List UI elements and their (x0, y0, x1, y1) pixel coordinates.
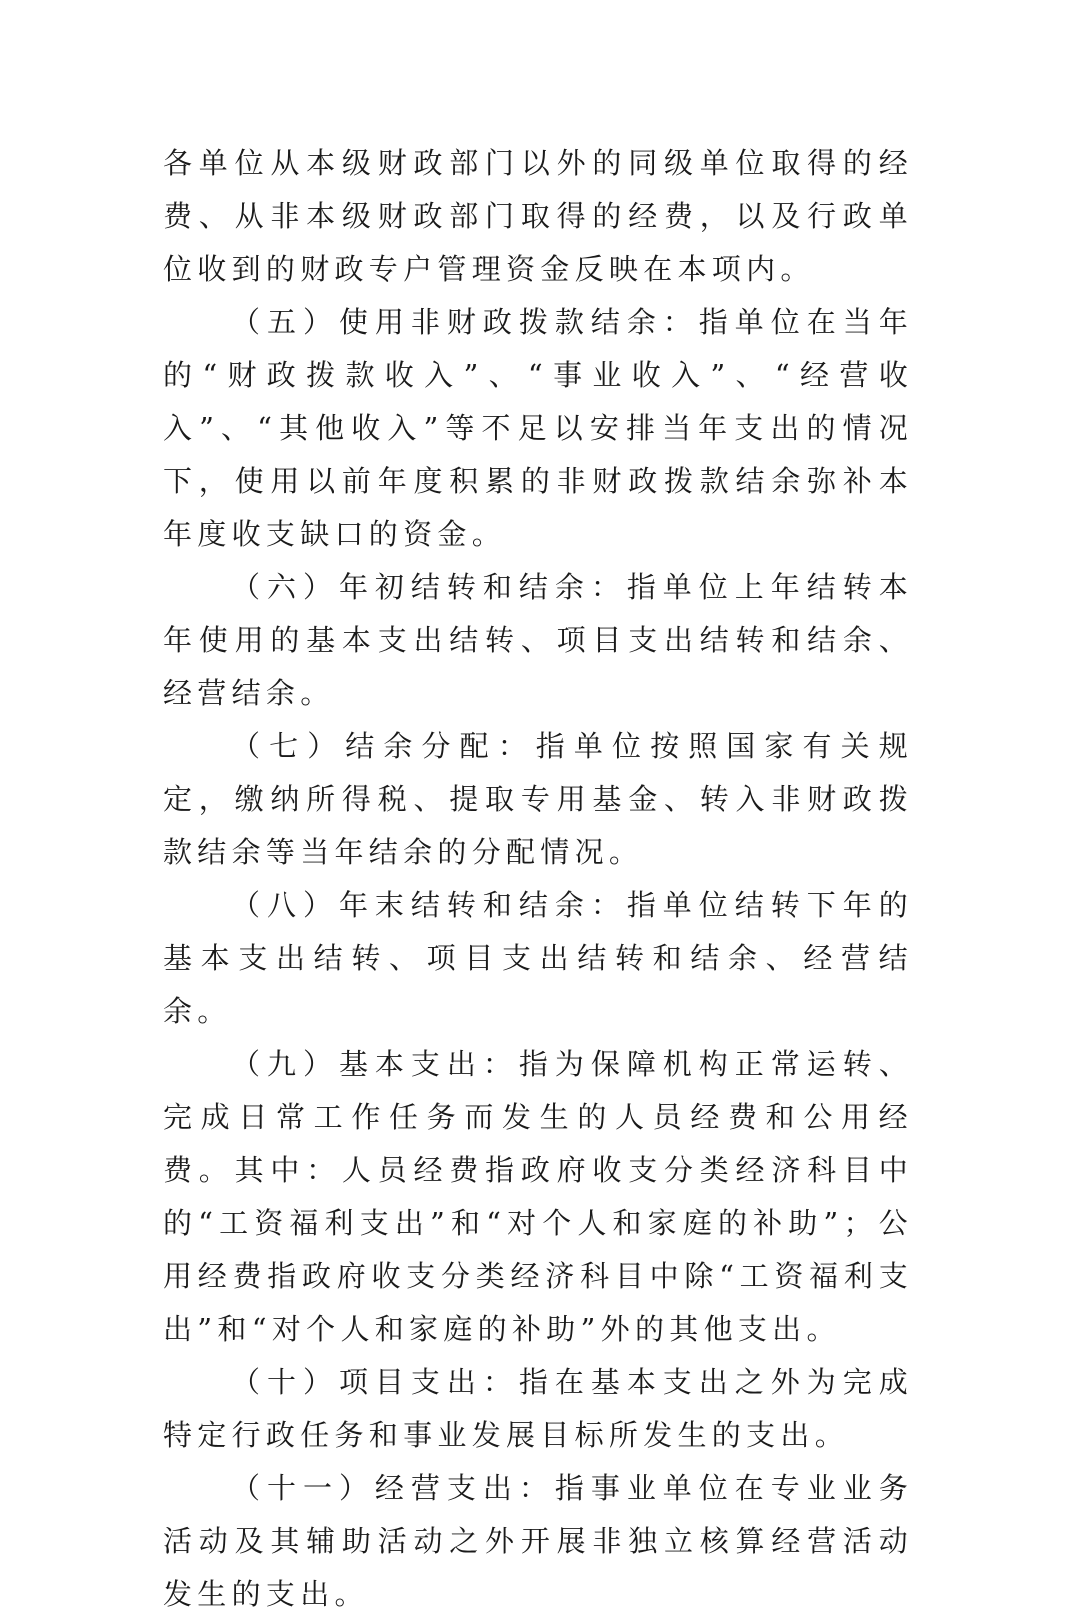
paragraph-item-8: （八）年末结转和结余：指单位结转下年的基本支出结转、项目支出结转和结余、经营结余。 (163, 888, 913, 1028)
paragraph-item-7: （七）结余分配：指单位按照国家有关规定，缴纳所得税、提取专用基金、转入非财政拨款结余等当年结余的分配情况。 (163, 729, 913, 869)
paragraph-item-5: （五）使用非财政拨款结余：指单位在当年的“财政拨款收入”、“事业收入”、“经营收入”、“其他收入”等不足以安排当年支出的情况下，使用以前年度积累的非财政拨款结余弥补本年度收支缺口的资金。 (163, 305, 913, 551)
paragraph-item-9: （九）基本支出：指为保障机构正常运转、完成日常工作任务而发生的人员经费和公用经费。其中：人员经费指政府收支分类经济科目中的“工资福利支出”和“对个人和家庭的补助”；公用经费指政府收支分类经济科目中除“工资福利支出”和“对个人和家庭的补助”外的其他支出。 (163, 1047, 913, 1346)
document-body (163, 137, 913, 1621)
paragraph-item-6: （六）年初结转和结余：指单位上年结转本年使用的基本支出结转、项目支出结转和结余、经营结余。 (163, 570, 913, 710)
paragraph-item-11: （十一）经营支出：指事业单位在专业业务活动及其辅助活动之外开展非独立核算经营活动发生的支出。 (163, 1471, 913, 1611)
paragraph-item-10: （十）项目支出：指在基本支出之外为完成特定行政任务和事业发展目标所发生的支出。 (163, 1365, 913, 1452)
paragraph-continuation: 各单位从本级财政部门以外的同级单位取得的经费、从非本级财政部门取得的经费，以及行政单位收到的财政专户管理资金反映在本项内。 (163, 146, 913, 286)
